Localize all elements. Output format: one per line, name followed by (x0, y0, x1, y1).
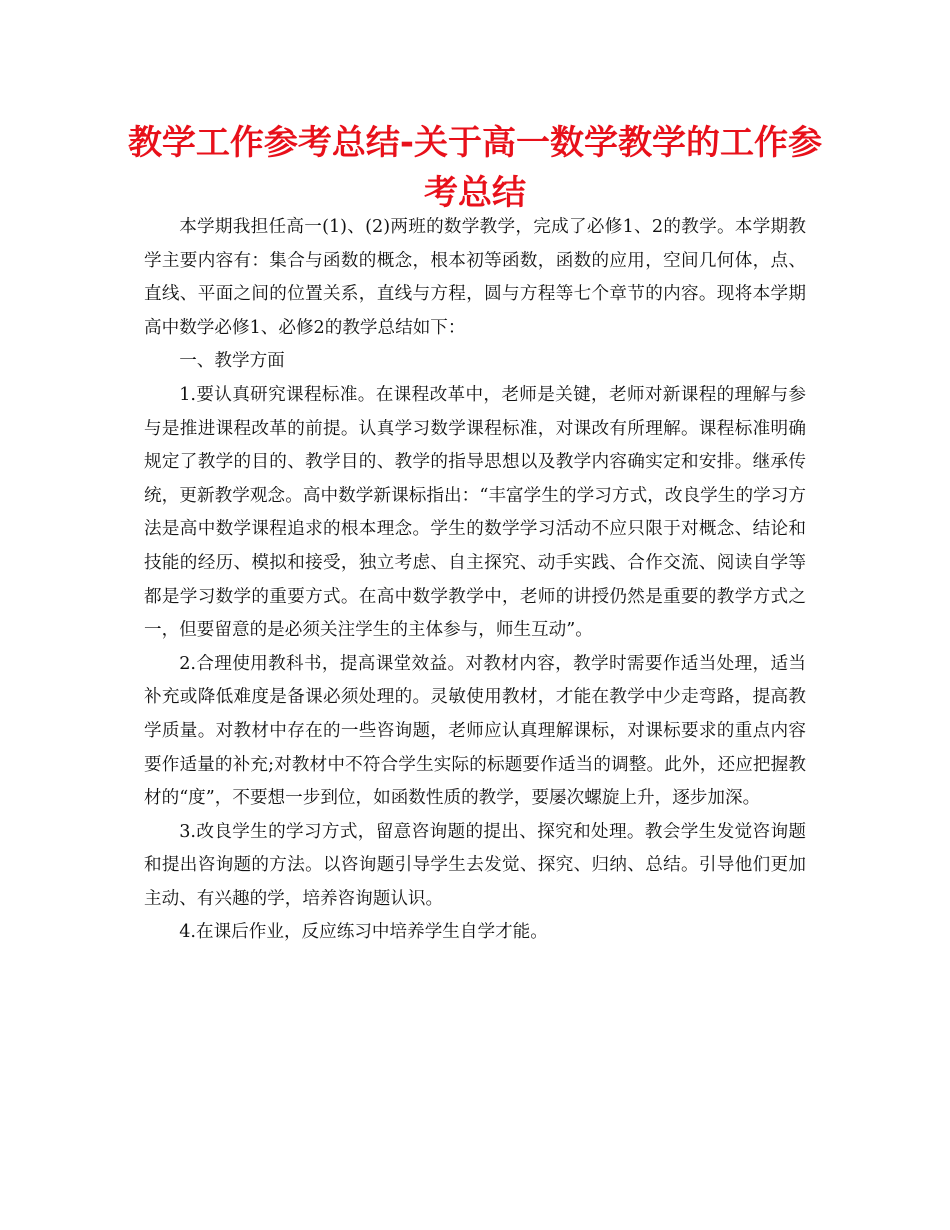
point-4-paragraph: 4.在课后作业，反应练习中培养学生自学才能。 (179, 922, 548, 943)
section-heading-teaching: 一、教学方面 (179, 351, 285, 372)
point-1-paragraph: 1.要认真研究课程标准。在课程改革中，老师是关键，老师对新课程的理解与参与是推进课程改革的前提。认真学习数学课程标准，对课改有所理解。课程标准明确规定了教学的目的、教学目的、教学的指导思想以及教学内容确实定和安排。继承传统，更新教学观念。高中数学新课标指出：“丰富学生的学习方式，改良学生的学习方法是高中数学课程追求的根本理念。学生的数学学习活动不应只限于对概念、结论和技能的经历、模拟和接受，独立考虑、自主探究、动手实践、合作交流、阅读自学等都是学习数学的重要方式。在高中数学教学中，老师的讲授仍然是重要的教学方式之一，但要留意的是必须关注学生的主体参与，师生互动”。 (144, 384, 806, 641)
point-2-paragraph: 2.合理使用教科书，提高课堂效益。对教材内容，教学时需要作适当处理，适当补充或降低难度是备课必须处理的。灵敏使用教材，才能在教学中少走弯路，提高教学质量。对教材中存在的一些咨询题，老师应认真理解课标，对课标要求的重点内容要作适量的补充;对教材中不符合学生实际的标题要作适当的调整。此外，还应把握教材的“度”，不要想一步到位，如函数性质的教学，要屡次螺旋上升，逐步加深。 (144, 653, 806, 809)
point-3-paragraph: 3.改良学生的学习方式，留意咨询题的提出、探究和处理。教会学生发觉咨询题和提出咨询题的方法。以咨询题引导学生去发觉、探究、归纳、总结。引导他们更加主动、有兴趣的学，培养咨询题认识。 (144, 821, 806, 909)
document-title: 教学工作参考总结-关于高一数学教学的工作参考总结 (127, 123, 823, 213)
intro-paragraph: 本学期我担任高一(1)、(2)两班的数学教学，完成了必修1、2的教学。本学期教学主要内容有：集合与函数的概念，根本初等函数，函数的应用，空间几何体，点、直线、平面之间的位置关系，直线与方程，圆与方程等七个章节的内容。现将本学期高中数学必修1、必修2的教学总结如下： (144, 217, 806, 338)
document-body (144, 211, 806, 950)
